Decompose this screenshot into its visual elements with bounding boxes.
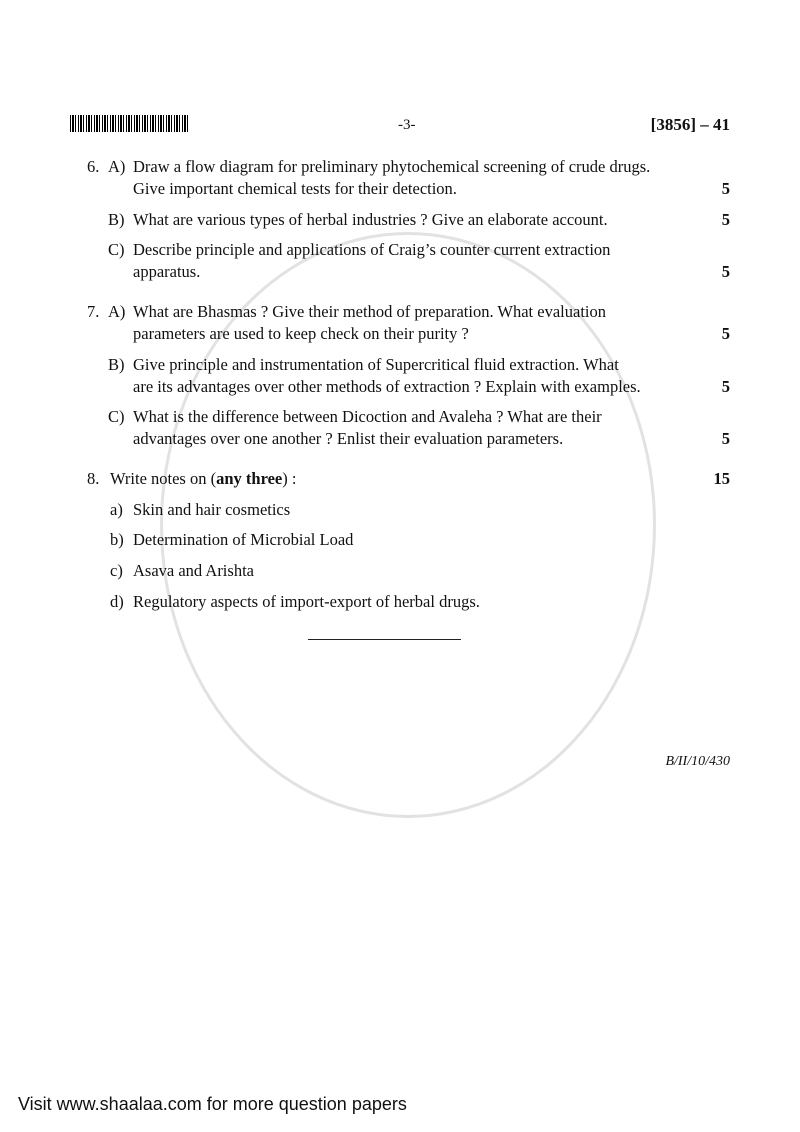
end-rule	[308, 639, 461, 640]
marks: 5	[721, 179, 730, 198]
marks: 15	[713, 469, 730, 488]
item-text: Asava and Arishta	[133, 561, 254, 580]
marks: 5	[721, 377, 730, 396]
question-text	[110, 469, 296, 489]
question-text: parameters are used to keep check on their purity ?	[133, 324, 469, 343]
footer-text: Visit www.shaalaa.com for more question papers	[18, 1094, 407, 1114]
question-text: advantages over one another ? Enlist their evaluation parameters.	[133, 429, 564, 448]
part-label: C)	[108, 407, 125, 426]
barcode	[70, 115, 190, 132]
marks: 5	[721, 210, 730, 229]
question-number: 7.	[87, 302, 100, 321]
item-label: d)	[110, 592, 124, 611]
question-text: What is the difference between Dicoction and Avaleha ? What are their	[133, 407, 602, 426]
item-text: Regulatory aspects of import-export of herbal drugs.	[133, 592, 480, 611]
question-text: Draw a flow diagram for preliminary phytochemical screening of crude drugs.	[133, 157, 651, 176]
paper-code: [3856] – 41	[650, 115, 730, 134]
item-text: Determination of Microbial Load	[133, 530, 354, 549]
marks: 5	[721, 429, 730, 448]
q8-suffix: ) :	[282, 469, 297, 488]
question-text: Give important chemical tests for their detection.	[133, 179, 457, 198]
q8-prefix: Write notes on (	[110, 469, 217, 488]
marks: 5	[721, 324, 730, 343]
item-text: Skin and hair cosmetics	[133, 500, 291, 519]
part-label: A)	[108, 302, 126, 321]
item-label: b)	[110, 530, 124, 549]
part-label: A)	[108, 157, 126, 176]
part-label: B)	[108, 210, 125, 229]
question-text: apparatus.	[133, 262, 201, 281]
q8-any-three: any three	[216, 469, 283, 488]
part-label: B)	[108, 355, 125, 374]
question-number: 8.	[87, 469, 100, 488]
question-text: Describe principle and applications of Craig’s counter current extraction	[133, 240, 611, 259]
question-number: 6.	[87, 157, 100, 176]
question-text: What are Bhasmas ? Give their method of preparation. What evaluation	[133, 302, 606, 321]
question-text: are its advantages over other methods of extraction ? Explain with examples.	[133, 377, 641, 396]
marks: 5	[721, 262, 730, 281]
item-label: a)	[110, 500, 123, 519]
part-label: C)	[108, 240, 125, 259]
question-text: What are various types of herbal industries ? Give an elaborate account.	[133, 210, 608, 229]
item-label: c)	[110, 561, 123, 580]
document-code: B/II/10/430	[665, 754, 730, 769]
page-number: -3-	[398, 117, 416, 133]
question-text: Give principle and instrumentation of Supercritical fluid extraction. What	[133, 355, 619, 374]
